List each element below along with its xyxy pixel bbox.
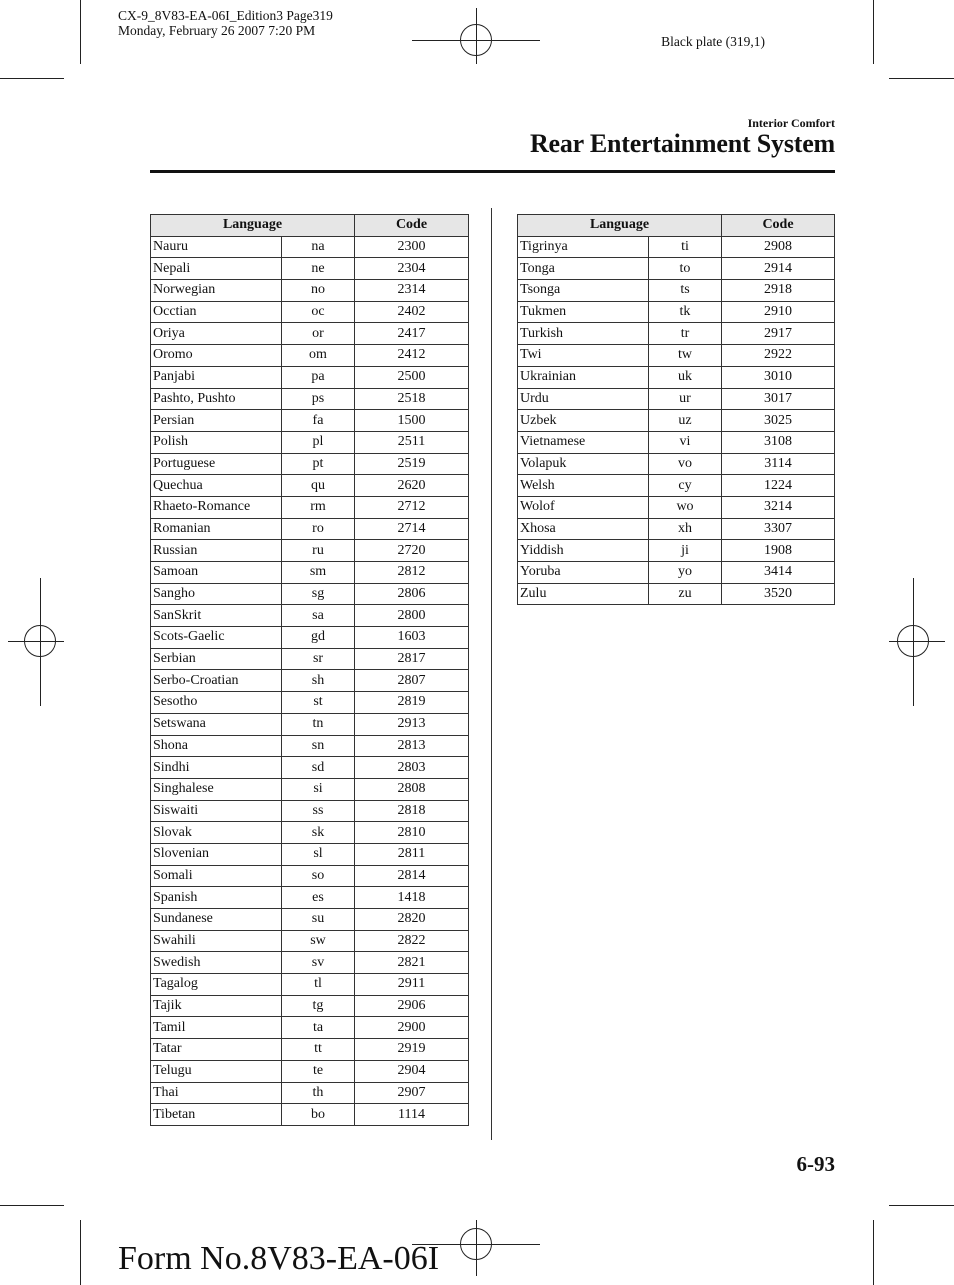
code-cell: 2900 [355,1017,469,1039]
title-rule [150,170,835,173]
table-row [151,800,469,822]
language-cell: Swedish [151,952,282,974]
abbreviation-cell: ts [649,280,722,302]
abbreviation-cell: so [282,865,355,887]
code-cell: 2519 [355,453,469,475]
table-row [151,778,469,800]
language-cell: Tsonga [518,280,649,302]
language-cell: Quechua [151,475,282,497]
code-cell: 2817 [355,648,469,670]
abbreviation-cell: om [282,345,355,367]
language-cell: SanSkrit [151,605,282,627]
table-row [151,843,469,865]
language-cell: Uzbek [518,410,649,432]
table-row [518,453,835,475]
code-cell: 2818 [355,800,469,822]
language-column-header: Language [151,215,355,237]
abbreviation-cell: vo [649,453,722,475]
table-row [151,518,469,540]
print-imprint [118,8,333,38]
code-cell: 3307 [722,518,835,540]
page-title: Rear Entertainment System [529,129,835,158]
table-row [518,562,835,584]
language-cell: Serbian [151,648,282,670]
abbreviation-cell: ru [282,540,355,562]
language-cell: Tonga [518,258,649,280]
abbreviation-cell: tg [282,995,355,1017]
table-row [151,410,469,432]
code-cell: 1500 [355,410,469,432]
abbreviation-cell: sw [282,930,355,952]
language-cell: Occtian [151,301,282,323]
table-row [518,258,835,280]
crop-mark [0,1205,64,1206]
abbreviation-cell: sm [282,562,355,584]
code-cell: 2820 [355,909,469,931]
language-cell: Xhosa [518,518,649,540]
language-cell: Turkish [518,323,649,345]
abbreviation-cell: yo [649,562,722,584]
abbreviation-cell: qu [282,475,355,497]
code-cell: 2518 [355,388,469,410]
code-cell: 2417 [355,323,469,345]
code-cell: 2906 [355,995,469,1017]
table-row [151,562,469,584]
abbreviation-cell: vi [649,431,722,453]
abbreviation-cell: tt [282,1039,355,1061]
code-cell: 2500 [355,366,469,388]
language-cell: Spanish [151,887,282,909]
abbreviation-cell: pt [282,453,355,475]
table-row [151,236,469,258]
language-cell: Persian [151,410,282,432]
code-cell: 2908 [722,236,835,258]
code-cell: 2720 [355,540,469,562]
table-row [151,258,469,280]
language-cell: Polish [151,431,282,453]
table-row [518,236,835,258]
code-column-header: Code [722,215,835,237]
language-cell: Slovak [151,822,282,844]
abbreviation-cell: th [282,1082,355,1104]
abbreviation-cell: sv [282,952,355,974]
language-cell: Samoan [151,562,282,584]
table-row [151,648,469,670]
abbreviation-cell: st [282,692,355,714]
abbreviation-cell: or [282,323,355,345]
registration-mark [460,24,492,56]
language-cell: Yiddish [518,540,649,562]
table-header-row [518,215,835,237]
table-row [151,735,469,757]
abbreviation-cell: tk [649,301,722,323]
abbreviation-cell: sg [282,583,355,605]
language-cell: Oriya [151,323,282,345]
abbreviation-cell: sl [282,843,355,865]
abbreviation-cell: ur [649,388,722,410]
language-cell: Russian [151,540,282,562]
table-row [151,366,469,388]
code-cell: 3017 [722,388,835,410]
language-cell: Tatar [151,1039,282,1061]
language-cell: Tamil [151,1017,282,1039]
table-row [151,692,469,714]
abbreviation-cell: tl [282,974,355,996]
table-row [518,475,835,497]
language-cell: Sangho [151,583,282,605]
code-cell: 3414 [722,562,835,584]
code-cell: 1908 [722,540,835,562]
table-row [151,1039,469,1061]
abbreviation-cell: tn [282,713,355,735]
code-cell: 2904 [355,1060,469,1082]
abbreviation-cell: ji [649,540,722,562]
code-cell: 2811 [355,843,469,865]
code-cell: 1418 [355,887,469,909]
table-row [151,670,469,692]
code-cell: 3520 [722,583,835,605]
language-cell: Serbo-Croatian [151,670,282,692]
abbreviation-cell: sa [282,605,355,627]
code-cell: 2814 [355,865,469,887]
code-cell: 2922 [722,345,835,367]
table-row [151,1017,469,1039]
code-cell: 2919 [355,1039,469,1061]
abbreviation-cell: pa [282,366,355,388]
language-cell: Thai [151,1082,282,1104]
abbreviation-cell: ta [282,1017,355,1039]
abbreviation-cell: no [282,280,355,302]
language-cell: Nauru [151,236,282,258]
abbreviation-cell: sr [282,648,355,670]
imprint-line: CX-9_8V83-EA-06I_Edition3 Page319 [118,8,333,23]
table-row [151,822,469,844]
abbreviation-cell: su [282,909,355,931]
language-cell: Sesotho [151,692,282,714]
code-cell: 2813 [355,735,469,757]
language-cell: Singhalese [151,778,282,800]
table-row [151,930,469,952]
code-cell: 2806 [355,583,469,605]
table-row [151,887,469,909]
code-cell: 2402 [355,301,469,323]
code-cell: 2304 [355,258,469,280]
abbreviation-cell: te [282,1060,355,1082]
code-cell: 2907 [355,1082,469,1104]
language-cell: Urdu [518,388,649,410]
abbreviation-cell: gd [282,627,355,649]
abbreviation-cell: oc [282,301,355,323]
table-row [151,323,469,345]
table-row [151,865,469,887]
code-cell: 1224 [722,475,835,497]
code-cell: 2412 [355,345,469,367]
registration-mark [897,625,929,657]
table-row [518,583,835,605]
language-cell: Tajik [151,995,282,1017]
abbreviation-cell: uz [649,410,722,432]
table-row [151,757,469,779]
abbreviation-cell: si [282,778,355,800]
crop-mark [873,0,874,64]
code-cell: 2913 [355,713,469,735]
language-code-table-left [150,214,469,1126]
language-cell: Tibetan [151,1104,282,1126]
code-cell: 2911 [355,974,469,996]
language-cell: Portuguese [151,453,282,475]
table-row [151,453,469,475]
abbreviation-cell: cy [649,475,722,497]
table-row [151,431,469,453]
crop-mark [0,78,64,79]
language-cell: Somali [151,865,282,887]
table-row [151,280,469,302]
language-cell: Scots-Gaelic [151,627,282,649]
table-row [518,431,835,453]
table-row [518,410,835,432]
code-cell: 1114 [355,1104,469,1126]
language-cell: Romanian [151,518,282,540]
code-cell: 3114 [722,453,835,475]
abbreviation-cell: zu [649,583,722,605]
table-header-row [151,215,469,237]
code-cell: 2822 [355,930,469,952]
code-cell: 2810 [355,822,469,844]
code-cell: 2821 [355,952,469,974]
table-row [151,995,469,1017]
table-row [151,475,469,497]
abbreviation-cell: xh [649,518,722,540]
crop-mark [889,78,954,79]
registration-mark [24,625,56,657]
code-cell: 2314 [355,280,469,302]
plate-label: Black plate (319,1) [661,34,765,49]
crop-mark [873,1220,874,1285]
abbreviation-cell: sn [282,735,355,757]
language-cell: Siswaiti [151,800,282,822]
abbreviation-cell: ps [282,388,355,410]
table-row [151,605,469,627]
abbreviation-cell: sd [282,757,355,779]
code-cell: 2714 [355,518,469,540]
language-cell: Setswana [151,713,282,735]
table-row [151,388,469,410]
code-cell: 2808 [355,778,469,800]
imprint-line: Monday, February 26 2007 7:20 PM [118,23,316,38]
table-row [518,518,835,540]
code-cell: 3214 [722,496,835,518]
language-cell: Sindhi [151,757,282,779]
abbreviation-cell: to [649,258,722,280]
language-cell: Nepali [151,258,282,280]
page-number: 6-93 [796,1152,835,1176]
language-cell: Panjabi [151,366,282,388]
language-cell: Sundanese [151,909,282,931]
code-cell: 2917 [722,323,835,345]
language-cell: Vietnamese [518,431,649,453]
abbreviation-cell: ro [282,518,355,540]
language-cell: Swahili [151,930,282,952]
registration-mark [460,1228,492,1260]
table-row [518,496,835,518]
code-cell: 2712 [355,496,469,518]
language-code-table-right [517,214,835,605]
table-row [151,301,469,323]
language-cell: Oromo [151,345,282,367]
table-row [151,583,469,605]
code-cell: 2800 [355,605,469,627]
language-cell: Tukmen [518,301,649,323]
code-cell: 1603 [355,627,469,649]
code-cell: 2620 [355,475,469,497]
language-cell: Rhaeto-Romance [151,496,282,518]
language-cell: Shona [151,735,282,757]
table-row [151,1060,469,1082]
code-cell: 3025 [722,410,835,432]
language-cell: Norwegian [151,280,282,302]
abbreviation-cell: pl [282,431,355,453]
language-cell: Wolof [518,496,649,518]
abbreviation-cell: fa [282,410,355,432]
table-row [151,496,469,518]
table-row [151,952,469,974]
table-row [151,974,469,996]
code-cell: 2910 [722,301,835,323]
code-cell: 2803 [355,757,469,779]
form-number: Form No.8V83-EA-06I [118,1240,440,1277]
abbreviation-cell: ss [282,800,355,822]
table-row [518,301,835,323]
language-cell: Volapuk [518,453,649,475]
language-column-header: Language [518,215,722,237]
abbreviation-cell: wo [649,496,722,518]
abbreviation-cell: es [282,887,355,909]
table-row [151,1104,469,1126]
code-cell: 3108 [722,431,835,453]
section-name: Interior Comfort [747,116,835,130]
language-cell: Slovenian [151,843,282,865]
abbreviation-cell: bo [282,1104,355,1126]
language-cell: Tagalog [151,974,282,996]
code-cell: 2807 [355,670,469,692]
table-row [518,323,835,345]
code-column-header: Code [355,215,469,237]
abbreviation-cell: rm [282,496,355,518]
table-row [151,627,469,649]
table-row [518,540,835,562]
code-cell: 2914 [722,258,835,280]
table-row [518,280,835,302]
abbreviation-cell: sk [282,822,355,844]
code-cell: 2511 [355,431,469,453]
crop-mark [80,0,81,64]
table-row [151,1082,469,1104]
crop-mark [80,1220,81,1285]
language-cell: Welsh [518,475,649,497]
abbreviation-cell: ne [282,258,355,280]
table-row [518,345,835,367]
table-row [151,345,469,367]
abbreviation-cell: tw [649,345,722,367]
abbreviation-cell: uk [649,366,722,388]
language-cell: Zulu [518,583,649,605]
column-divider [491,208,492,1140]
table-row [518,366,835,388]
code-cell: 2918 [722,280,835,302]
abbreviation-cell: na [282,236,355,258]
language-cell: Ukrainian [518,366,649,388]
code-cell: 2819 [355,692,469,714]
table-row [151,713,469,735]
language-cell: Pashto, Pushto [151,388,282,410]
code-cell: 2812 [355,562,469,584]
table-row [151,909,469,931]
abbreviation-cell: sh [282,670,355,692]
table-row [518,388,835,410]
code-cell: 2300 [355,236,469,258]
crop-mark [889,1205,954,1206]
table-row [151,540,469,562]
abbreviation-cell: ti [649,236,722,258]
language-cell: Twi [518,345,649,367]
language-cell: Tigrinya [518,236,649,258]
language-cell: Yoruba [518,562,649,584]
abbreviation-cell: tr [649,323,722,345]
language-cell: Telugu [151,1060,282,1082]
code-cell: 3010 [722,366,835,388]
